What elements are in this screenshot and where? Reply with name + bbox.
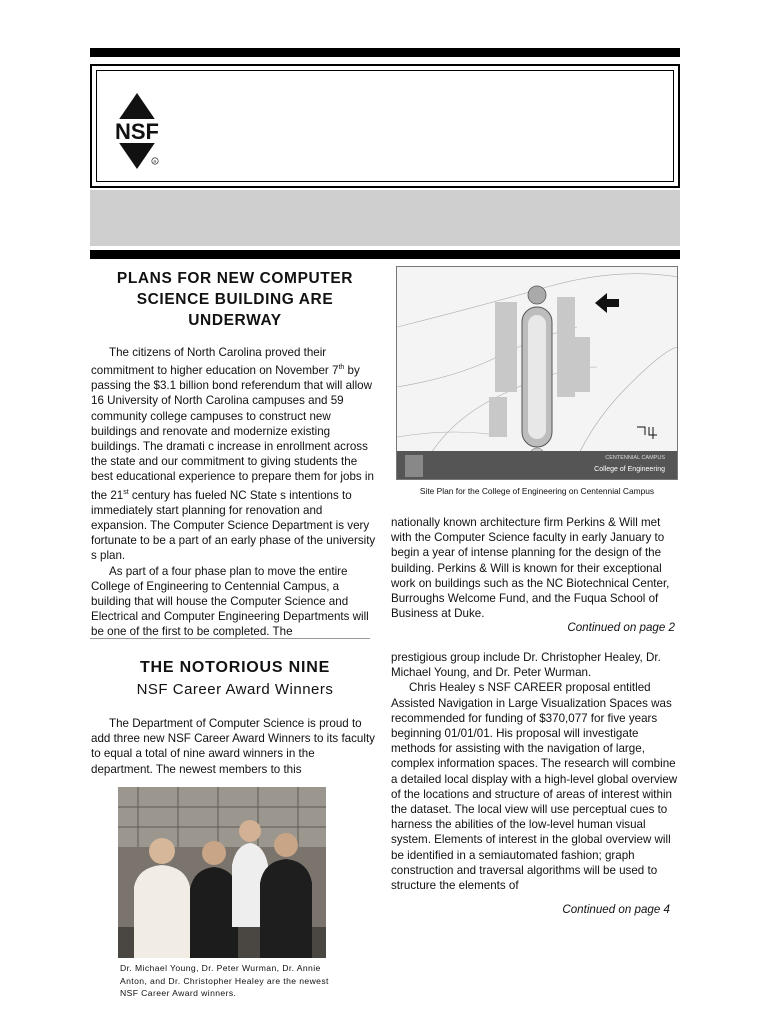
photo-image	[118, 787, 326, 958]
banner-label: College of Engineering	[594, 466, 665, 473]
article2-col2-para2: Chris Healey s NSF CAREER proposal entitled Assisted Navigation in Large Visualization Spaces was recommended for funding of $370,077 for five years beginning 01/01/01. His proposal will investigate methods for assisting with the navigation of large, complex information spaces. The research will combine a detailed local display with a high-level global overview of the locations and structure of areas of interest within the dataset. The local view will use perceptual cues to harness the abilities of the low-level human visual system. Elements of interest in the global overview will be identified in a semiautomated fashion; graph construction and traversal algorithms will be used to structure the elements of	[391, 681, 678, 893]
article2-para1: The Department of Computer Science is proud to add three new NSF Career Award Winners to its faculty to equal a total of nine award winners in the department. The newest members to this	[91, 717, 375, 776]
article2-column1	[91, 716, 379, 777]
site-plan-caption: Site Plan for the College of Engineering on Centennial Campus	[419, 486, 655, 496]
article1-column1	[91, 345, 379, 640]
section-rule	[90, 250, 680, 259]
site-plan-image	[397, 267, 678, 480]
article1-col2-para: nationally known architecture firm Perkins & Will met with the Computer Science faculty in early January to begin a year of intense planning for the design of the building. Perkins & Will is known for their exceptional work on buildings such as the NC Biotechnical Center, Burroughs Welcome Fund, and the Fuqua School of Business at Duke.	[391, 516, 670, 621]
site-plan-figure	[396, 266, 678, 480]
nsf-logo	[109, 91, 165, 171]
article1-para2: As part of a four phase plan to move the entire College of Engineering to Centennial Campus, a building that will house the Computer Science and Electrical and Computer Engineering Departments will be one of the first to be completed. The	[91, 564, 369, 639]
article2-column2	[391, 650, 683, 893]
award-winners-photo	[118, 787, 326, 958]
masthead-inner-frame	[96, 70, 674, 182]
logo-text: NSF	[115, 119, 159, 144]
banner-small-label: CENTENNIAL CAMPUS	[605, 455, 665, 461]
registered-mark: R	[153, 159, 157, 164]
article1-headline: PLANS FOR NEW COMPUTER SCIENCE BUILDING ARE UNDERWAY	[116, 270, 354, 329]
article1-para1: The citizens of North Carolina proved their commitment to higher education on November 7th by passing the $3.1 billion bond referendum that will allow 16 University of North Carolina campuses and 59 community college campuses to construct new buildings and renovate and modernize existing buildings. The dramati c increase in enrollment across the state and our commitment to giving students the best educational experience to prepare them for jobs in the 21st century has fueled NC State s intentions to immediately start planning for renovation and expansion. The Computer Science Department is very fortunate to be a part of an early phase of the university s plan.	[91, 346, 376, 563]
top-rule	[90, 48, 680, 57]
article2-subhead: NSF Career Award Winners	[136, 681, 334, 698]
masthead	[90, 64, 680, 188]
article1-column2	[391, 515, 681, 621]
article-divider	[90, 638, 370, 639]
masthead-gray-band	[90, 190, 680, 246]
continued-page-2-link[interactable]: Continued on page 2	[567, 621, 675, 634]
article2-col2-para1: prestigious group include Dr. Christopher Healey, Dr. Michael Young, and Dr. Peter Wurman.	[391, 651, 661, 680]
article2-headline: THE NOTORIOUS NINE	[139, 659, 331, 676]
continued-page-4-link[interactable]: Continued on page 4	[562, 903, 670, 916]
photo-caption: Dr. Michael Young, Dr. Peter Wurman, Dr. Annie Anton, and Dr. Christopher Healey are the newest NSF Career Award winners.	[120, 963, 329, 998]
